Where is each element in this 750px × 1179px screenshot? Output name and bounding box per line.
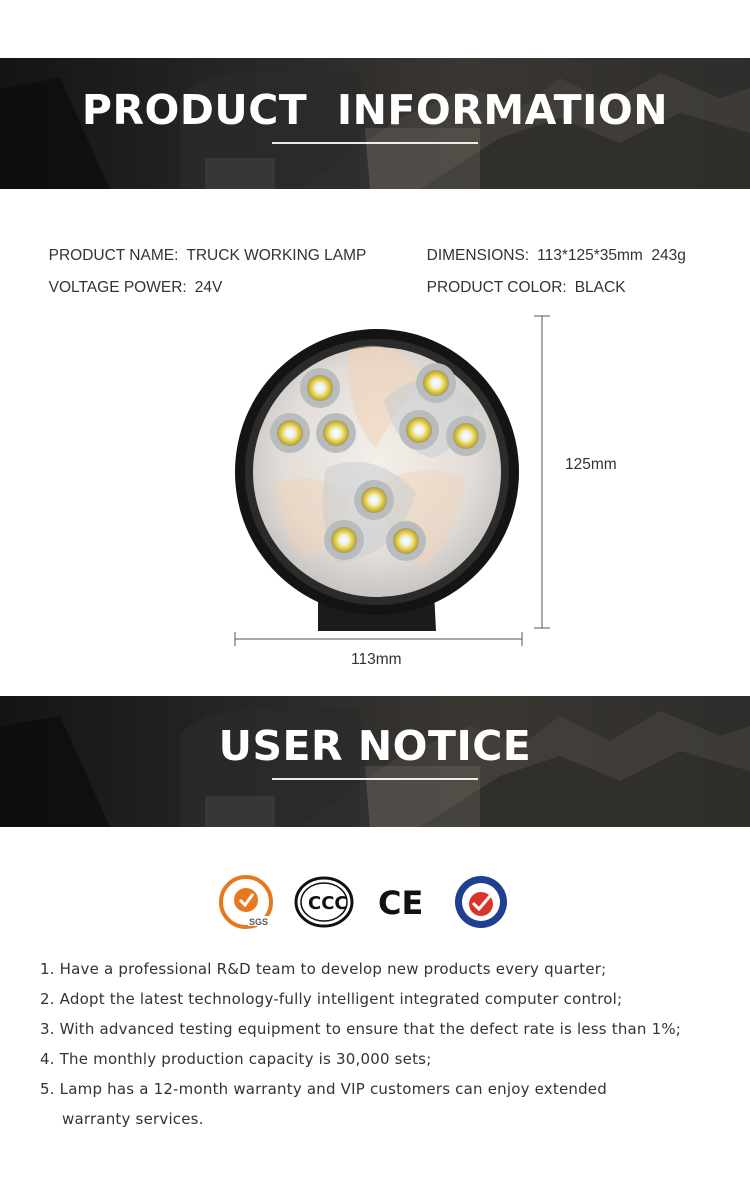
- user-notice-list: [40, 954, 730, 1134]
- spec-label: PRODUCT NAME:: [48, 247, 179, 264]
- sgs-iso-logo-icon: [221, 877, 271, 927]
- ce-logo-icon: [378, 884, 423, 922]
- spec-product-name: [40, 229, 366, 265]
- spec-value: 113*125*35mm 243g: [537, 247, 686, 264]
- user-notice-banner: [0, 696, 750, 827]
- notice-item: 2. Adopt the latest technology-fully intelligent integrated computer control;: [40, 990, 623, 1008]
- notice-item: 1. Have a professional R&D team to develop new products every quarter;: [40, 960, 607, 978]
- notice-item: 5. Lamp has a 12-month warranty and VIP customers can enjoy extended: [40, 1080, 607, 1098]
- title-underline: [272, 142, 478, 144]
- spec-label: PRODUCT COLOR:: [426, 279, 567, 296]
- spec-value: 24V: [194, 279, 223, 296]
- svg-text:SGS: SGS: [249, 917, 269, 927]
- user-notice-title: USER NOTICE: [218, 722, 532, 770]
- svg-text:CE: CE: [378, 884, 424, 922]
- spec-value: BLACK: [574, 279, 626, 296]
- svg-text:CCC: CCC: [308, 893, 348, 914]
- spec-label: DIMENSIONS:: [426, 247, 530, 264]
- title-underline: [272, 778, 478, 780]
- notice-item: 3. With advanced testing equipment to ensure that the defect rate is less than 1%;: [40, 1020, 682, 1038]
- width-label: 113mm: [351, 651, 402, 668]
- certification-logos: [218, 872, 518, 932]
- ccc-logo-icon: [296, 878, 352, 926]
- spec-product-color: [418, 261, 626, 297]
- width-dimension-line: [235, 632, 522, 646]
- product-information-banner: [0, 58, 750, 189]
- notice-item: 4. The monthly production capacity is 30,000 sets;: [40, 1050, 432, 1068]
- spec-value: TRUCK WORKING LAMP: [186, 247, 367, 264]
- height-label: 125mm: [565, 456, 617, 473]
- height-dimension-line: [534, 316, 550, 628]
- supplier-assessment-logo-icon: [455, 876, 507, 928]
- spec-dimensions: [418, 229, 686, 265]
- product-information-title: PRODUCT INFORMATION: [81, 86, 669, 134]
- notice-item-continuation: warranty services.: [62, 1110, 204, 1128]
- spec-label: VOLTAGE POWER:: [48, 279, 187, 296]
- product-image-lamp: [226, 308, 566, 668]
- spec-voltage-power: [40, 261, 222, 297]
